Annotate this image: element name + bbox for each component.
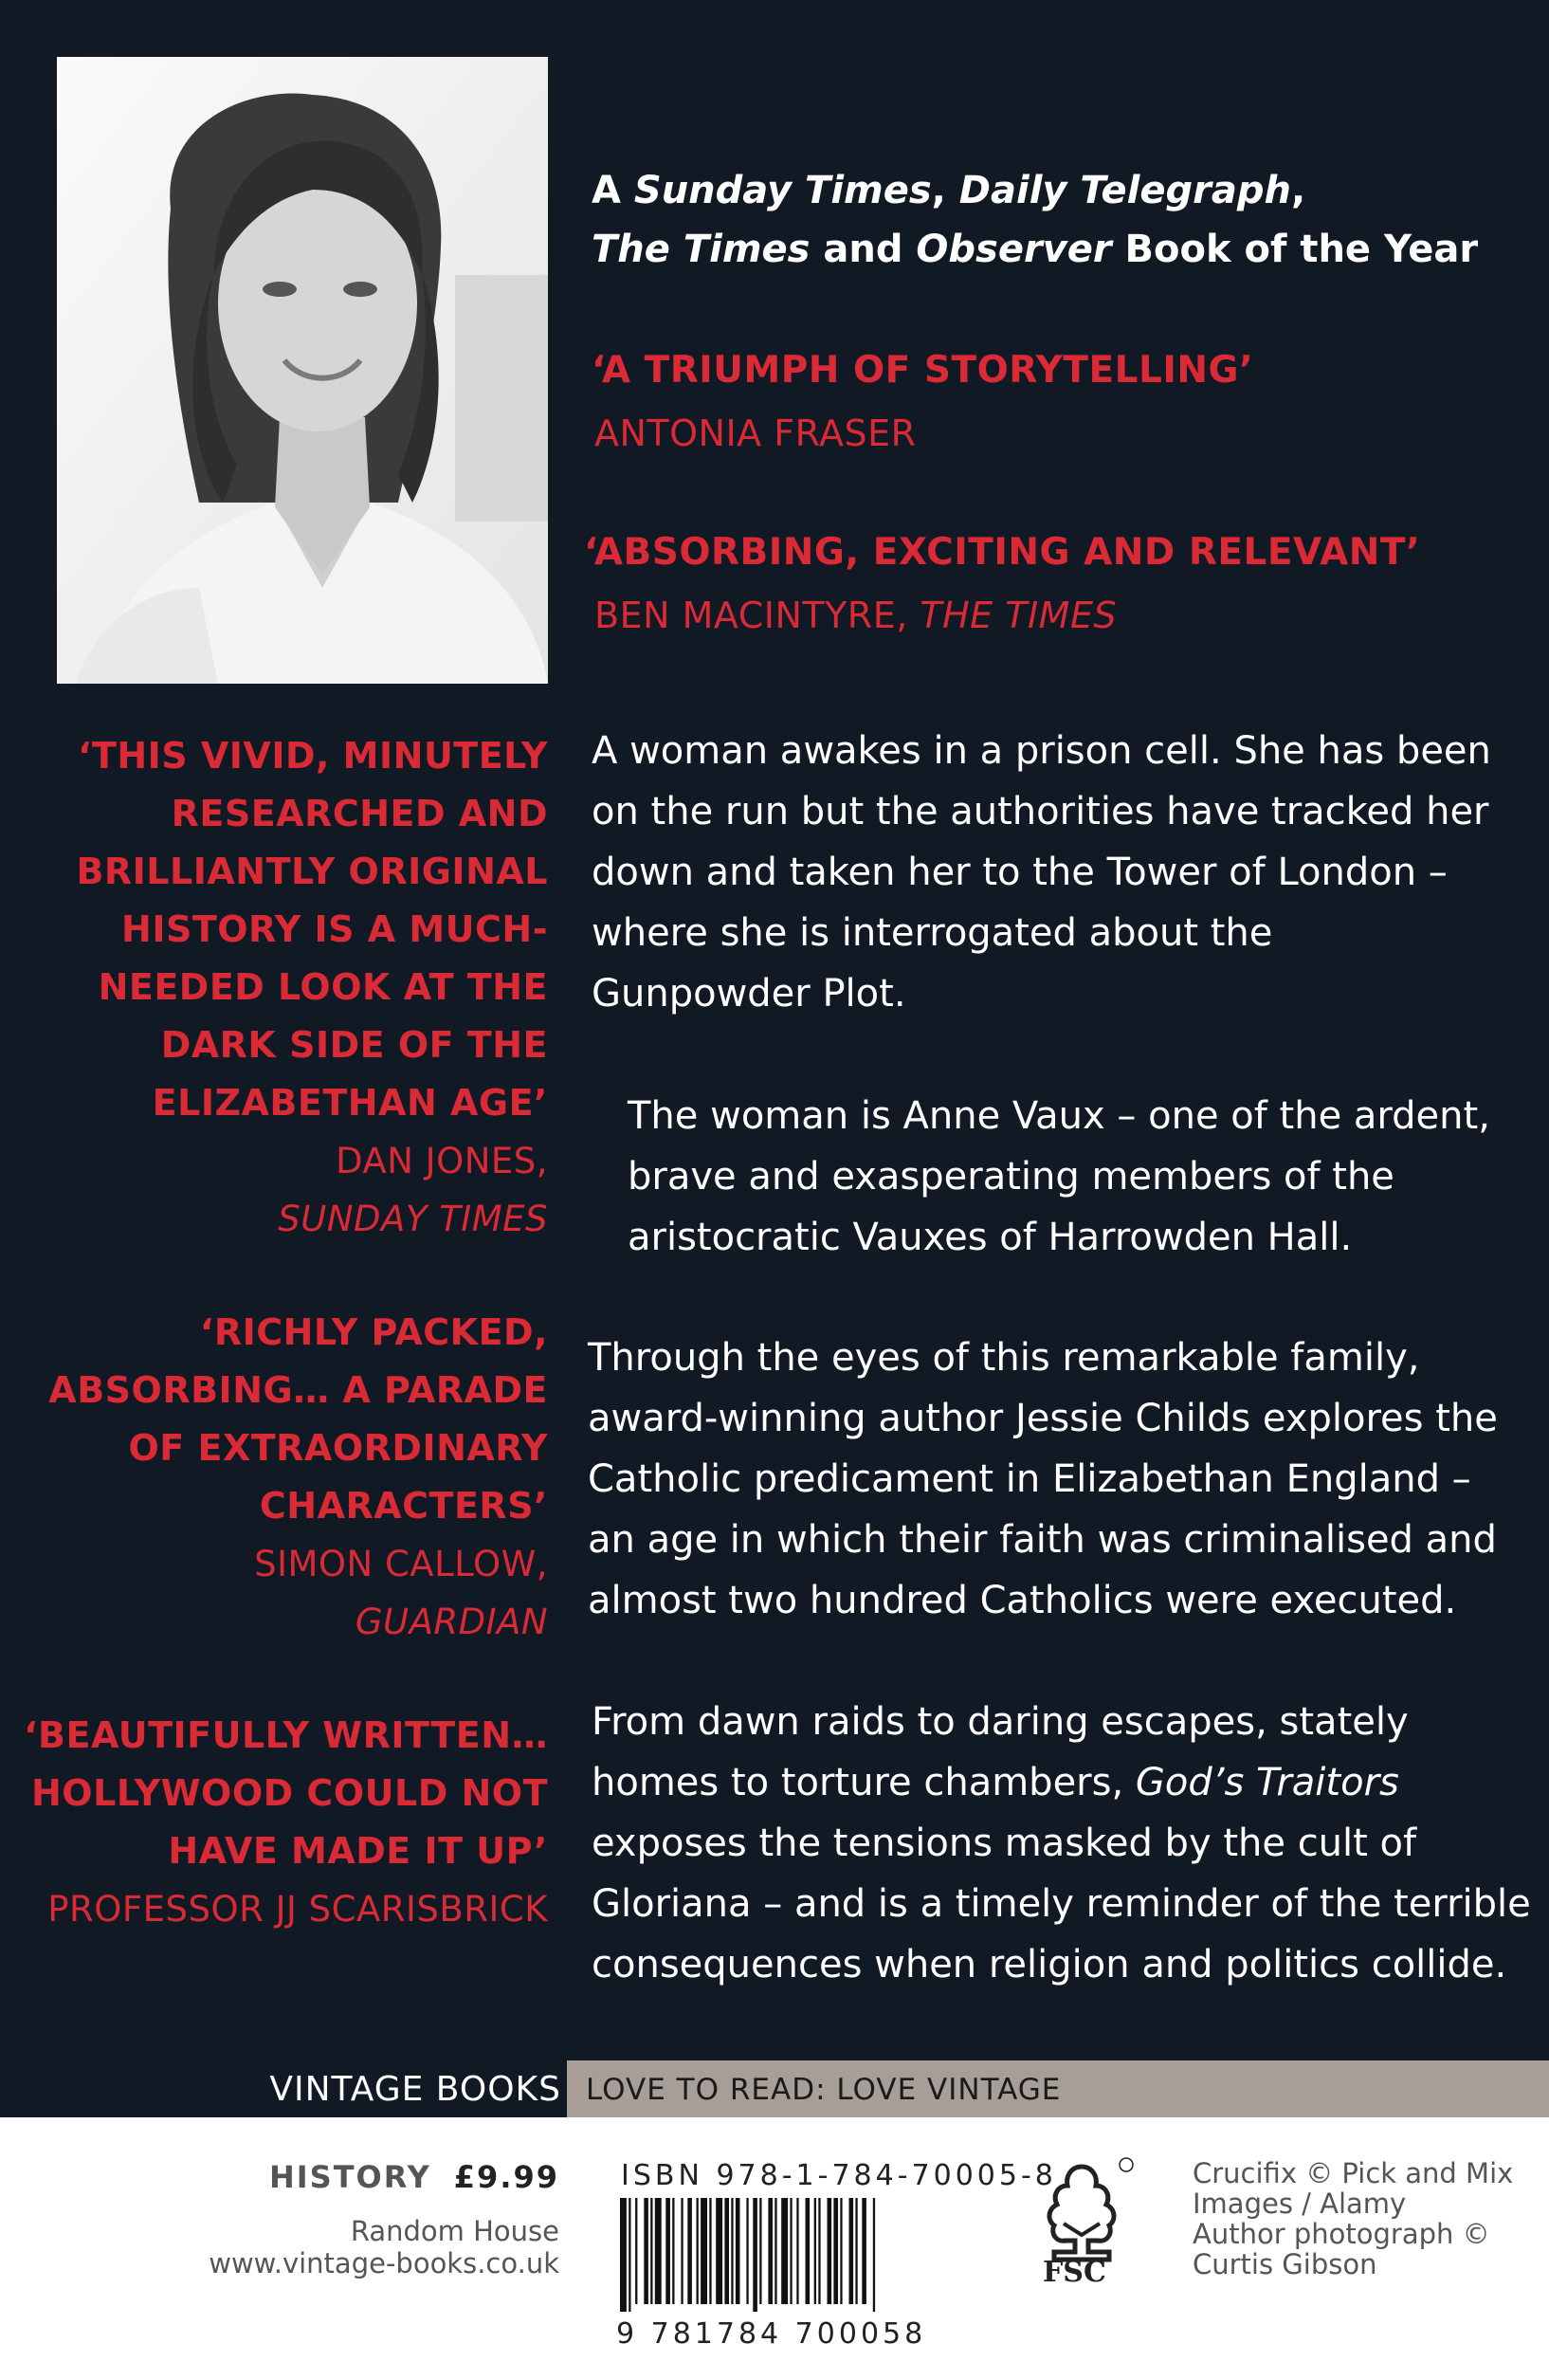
fsc-logo	[1026, 2157, 1138, 2290]
quote-line: ‘THIS VIVID, MINUTELY	[77, 735, 548, 777]
blurb-line: an age in which their faith was criminalised and	[588, 1518, 1497, 1562]
attribution-fraser: ANTONIA FRASER	[594, 412, 917, 454]
attribution-name: DAN JONES,	[336, 1141, 548, 1181]
quote-fraser: ‘A TRIUMPH OF STORYTELLING’	[592, 349, 1254, 392]
blurb-line: Catholic predicament in Elizabethan England –	[588, 1457, 1471, 1501]
quote-jones	[17, 727, 548, 1248]
quote-line: ‘BEAUTIFULLY WRITTEN…	[24, 1714, 548, 1756]
blurb-line: Gloriana – and is a timely reminder of the terrible	[592, 1882, 1531, 1926]
blurb-line: A woman awakes in a prison cell. She has been	[592, 729, 1491, 773]
quote-macintyre: ‘ABSORBING, EXCITING AND RELEVANT’	[584, 531, 1421, 574]
attribution-source: GUARDIAN	[355, 1602, 548, 1642]
accolade-text: Book of the Year	[1111, 228, 1479, 271]
blurb-paragraph-3	[588, 1327, 1498, 1631]
credit-line: Curtis Gibson	[1193, 2248, 1377, 2280]
quote-line: ‘RICHLY PACKED,	[199, 1311, 548, 1353]
blurb-line: award-winning author Jessie Childs explores the	[588, 1397, 1498, 1440]
quote-line: RESEARCHED AND	[171, 793, 548, 834]
slogan-strip	[567, 2060, 1549, 2117]
quote-line: ELIZABETHAN AGE’	[152, 1082, 548, 1124]
blurb-line: consequences when religion and politics collide.	[592, 1943, 1507, 1986]
blurb-line: Through the eyes of this remarkable family,	[588, 1336, 1420, 1380]
quote-line: BRILLIANTLY ORIGINAL	[76, 851, 548, 892]
blurb-paragraph-2	[628, 1086, 1490, 1268]
accolade-text: A	[592, 169, 634, 212]
attribution-source: SUNDAY TIMES	[278, 1199, 548, 1239]
quote-line: NEEDED LOOK AT THE	[98, 966, 548, 1008]
blurb-line: aristocratic Vauxes of Harrowden Hall.	[628, 1216, 1353, 1259]
blurb-line: The woman is Anne Vaux – one of the ardent,	[628, 1094, 1490, 1138]
quote-line: HOLLYWOOD COULD NOT	[31, 1772, 548, 1814]
blurb-line: From dawn raids to daring escapes, stately	[592, 1700, 1409, 1744]
blurb-line: where she is interrogated about the	[592, 911, 1273, 955]
blurb-text: homes to torture chambers,	[592, 1761, 1136, 1804]
accolade-text: ,	[1290, 169, 1306, 212]
attribution-source: THE TIMES	[920, 595, 1118, 636]
blurb-paragraph-1	[592, 721, 1491, 1024]
quote-line: DARK SIDE OF THE	[160, 1024, 548, 1066]
blurb-line: exposes the tensions masked by the cult of	[592, 1822, 1417, 1865]
quote-callow	[17, 1304, 548, 1651]
genre-label: HISTORY	[268, 2159, 431, 2195]
quote-line: HAVE MADE IT UP’	[168, 1830, 548, 1872]
price-label: £9.99	[453, 2159, 559, 2195]
book-of-year-accolade	[592, 161, 1502, 279]
author-photo	[57, 57, 548, 684]
credit-line: Images / Alamy	[1193, 2188, 1407, 2220]
imprint-name: Random House	[350, 2215, 559, 2247]
book-title: God’s Traitors	[1135, 1761, 1399, 1804]
barcode-number: 9 781784 700058	[616, 2317, 927, 2351]
author-portrait-image	[57, 57, 548, 684]
credit-line: Crucifix © Pick and Mix	[1193, 2157, 1514, 2189]
accolade-sunday-times: Sunday Times	[633, 169, 932, 212]
attribution-macintyre	[594, 595, 1117, 636]
blurb-line: brave and exasperating members of the	[628, 1155, 1394, 1199]
attribution-name: PROFESSOR JJ SCARISBRICK	[47, 1889, 548, 1930]
blurb-line: Gunpowder Plot.	[592, 972, 906, 1016]
quote-line: ABSORBING… A PARADE	[48, 1369, 548, 1411]
publisher-strip	[0, 2060, 567, 2117]
blurb-paragraph-4	[592, 1692, 1531, 1995]
blurb-line: on the run but the authorities have tracked her	[592, 790, 1489, 833]
blurb-line: down and taken her to the Tower of London –	[592, 851, 1448, 894]
accolade-the-times: The Times	[592, 228, 811, 271]
quote-line: HISTORY IS A MUCH-	[121, 908, 548, 950]
isbn-label: ISBN 978-1-784-70005-8	[621, 2159, 1057, 2192]
publisher-name: VINTAGE BOOKS	[269, 2070, 561, 2109]
quote-line: CHARACTERS’	[259, 1485, 548, 1527]
accolade-observer: Observer	[916, 228, 1112, 271]
blurb-line: almost two hundred Catholics were executed.	[588, 1579, 1457, 1622]
genre-price	[269, 2159, 559, 2195]
attribution-name: SIMON CALLOW,	[254, 1544, 548, 1584]
accolade-text: ,	[931, 169, 959, 212]
credit-line: Author photograph ©	[1193, 2218, 1490, 2250]
accolade-daily-telegraph: Daily Telegraph	[958, 169, 1291, 212]
accolade-text: and	[810, 228, 917, 271]
barcode-icon	[616, 2198, 991, 2312]
attribution-name: BEN MACINTYRE,	[594, 595, 920, 636]
quote-scarisbrick	[0, 1707, 548, 1938]
blurb-line	[592, 1752, 1531, 1813]
fsc-text: FSC	[1043, 2256, 1106, 2289]
image-credits	[1193, 2158, 1534, 2279]
publisher-slogan: LOVE TO READ: LOVE VINTAGE	[586, 2073, 1062, 2107]
quote-line: OF EXTRAORDINARY	[128, 1427, 548, 1469]
publisher-website: www.vintage-books.co.uk	[209, 2247, 559, 2279]
